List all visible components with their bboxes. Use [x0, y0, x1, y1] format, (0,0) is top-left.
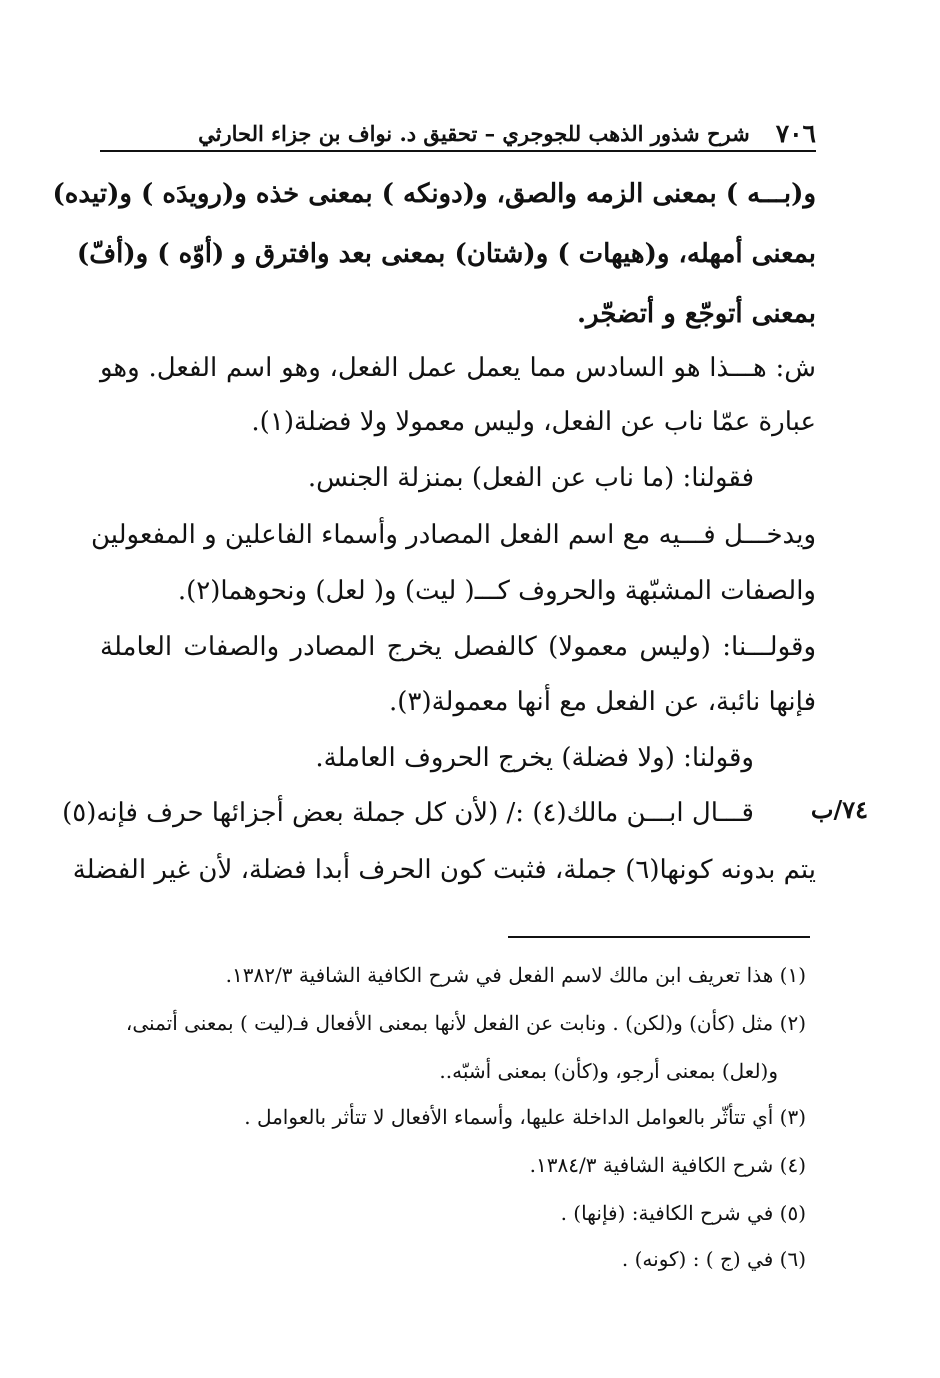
footnote: (٣) أي تتأثّر بالعوامل الداخلة عليها، وأسماء الأفعال لا تتأثر بالعوامل . — [244, 1105, 806, 1129]
page-header — [100, 116, 816, 152]
body-line: وقولنا: (ولا فضلة) يخرج الحروف العاملة. — [315, 743, 754, 773]
body-line: يتم بدونه كونها(٦) جملة، فثبت كون الحرف أبدا فضلة، لأن غير الفضلة — [72, 855, 816, 885]
running-title: شرح شذور الذهب للجوجري – تحقيق د. نواف بن جزاء الحارثي — [198, 120, 750, 146]
footnote: (١) هذا تعريف ابن مالك لاسم الفعل في شرح الكافية الشافية ١٣٨٢/٣. — [225, 963, 806, 987]
footnote-divider — [508, 936, 810, 938]
body-line: ش: هـــذا هو السادس مما يعمل عمل الفعل، وهو اسم الفعل. وهو — [100, 353, 816, 383]
body-line: بمعنى أمهله، و(هيهات ) و(شتان) بمعنى بعد وافترق و (أوّه ) و(أفّ) — [76, 239, 816, 269]
body-line: فقولنا: (ما ناب عن الفعل) بمنزلة الجنس. — [307, 463, 754, 493]
page-number: ٧٠٦ — [775, 118, 816, 148]
footnote: (٦) في (ج ) : (كونه) . — [621, 1247, 806, 1271]
body-line: ويدخـــل فـــيه مع اسم الفعل المصادر وأسماء الفاعلين و المفعولين — [90, 520, 816, 550]
body-line: وقولـــنا: (وليس معمولا) كالفصل يخرج المصادر والصفات العاملة — [100, 632, 816, 662]
body-line: والصفات المشبّهة والحروف كـــ( ليت) و( لعل) ونحوهما(٢). — [177, 576, 816, 606]
manuscript-folio-marker: ٧٤/ب — [810, 795, 868, 824]
footnote: (٥) في شرح الكافية: (فإنها) . — [560, 1201, 806, 1225]
body-line: فإنها نائبة، عن الفعل مع أنها معمولة(٣). — [389, 687, 816, 717]
body-line: بمعنى أتوجّع و أتضجّر. — [576, 299, 816, 329]
footnote: (٢) مثل (كأن) و(لكن) . ونابت عن الفعل لأنها بمعنى الأفعال فـ(ليت ) بمعنى أتمنى، — [125, 1011, 806, 1035]
body-line: عبارة عمّا ناب عن الفعل، وليس معمولا ولا فضلة(١). — [251, 407, 816, 437]
body-line: قـــال ابـــن مالك(٤) :/ (لأن كل جملة بعض أجزائها حرف فإنه(٥) — [62, 798, 754, 828]
body-line: و(بـــه ) بمعنى الزمه والصق، و(دونكه ) بمعنى خذه و(رويدَه ) و(تيده) — [52, 179, 816, 209]
footnote: (٤) شرح الكافية الشافية ١٣٨٤/٣. — [529, 1153, 806, 1177]
footnote-continuation: و(لعل) بمعنى أرجو، و(كأن) بمعنى أشبّه.. — [439, 1059, 778, 1083]
